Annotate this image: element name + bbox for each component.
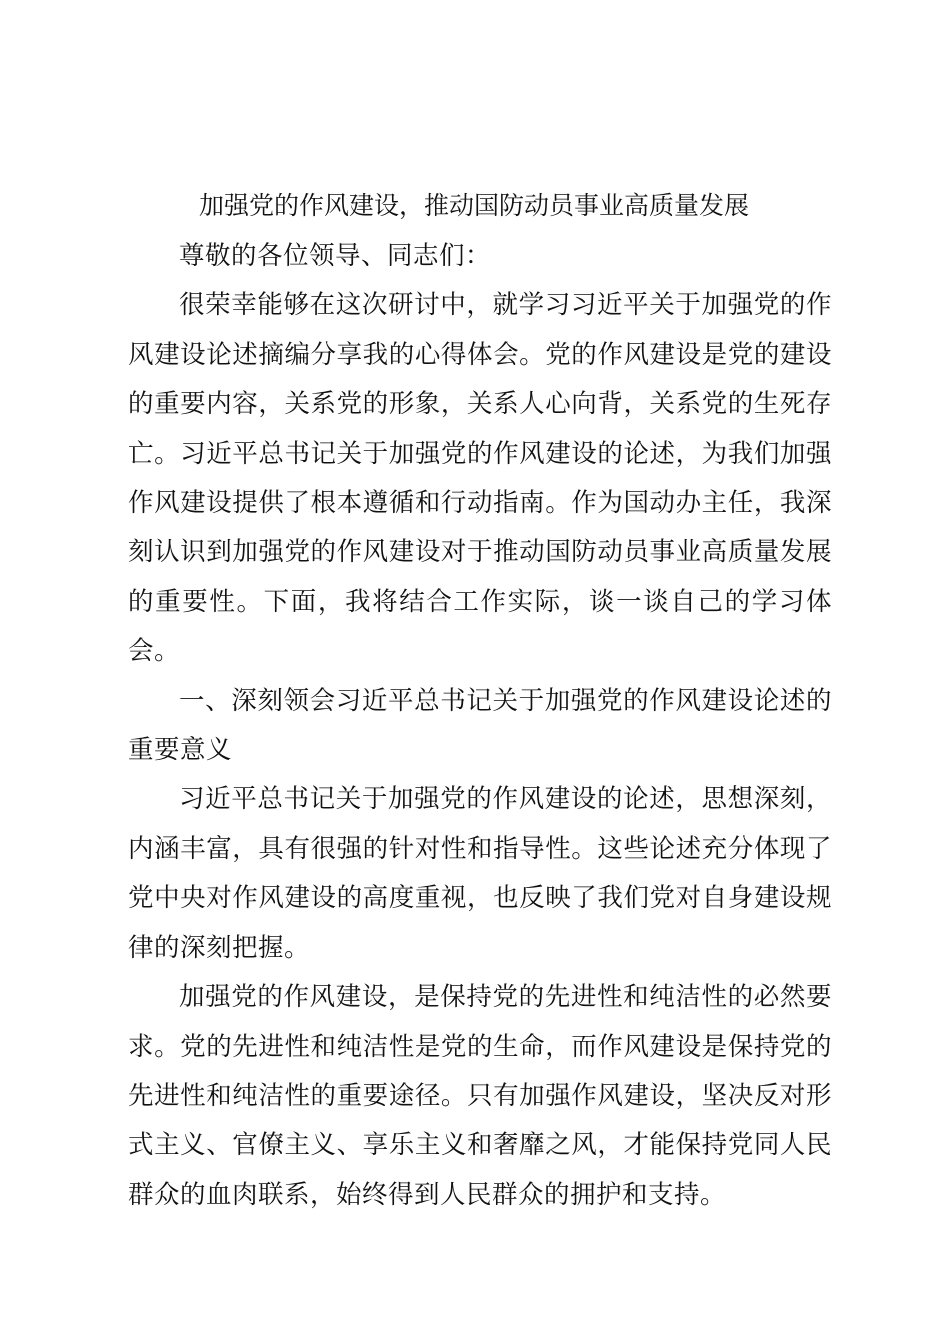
paragraph-purity: 加强党的作风建设，是保持党的先进性和纯洁性的必然要求。党的先进性和纯洁性是党的生命，而作风建设是保持党的先进性和纯洁性的重要途径。只有加强作风建设，坚决反对形式主义、官僚主义、享乐主义和奢靡之风，才能保持党同人民群众的血肉联系，始终得到人民群众的拥护和支持。 xyxy=(128,982,832,1210)
section-heading-1: 一、深刻领会习近平总书记关于加强党的作风建设论述的重要意义 xyxy=(128,685,832,766)
document-title: 加强党的作风建设，推动国防动员事业高质量发展 xyxy=(199,191,750,220)
paragraph-intro: 很荣幸能够在这次研讨中，就学习习近平关于加强党的作风建设论述摘编分享我的心得体会。党的作风建设是党的建设的重要内容，关系党的形象，关系人心向背，关系党的生死存亡。习近平总书记关于加强党的作风建设的论述，为我们加强作风建设提供了根本遵循和行动指南。作为国动办主任，我深刻认识到加强党的作风建设对于推动国防动员事业高质量发展的重要性。下面，我将结合工作实际，谈一谈自己的学习体会。 xyxy=(128,290,832,667)
paragraph-significance: 习近平总书记关于加强党的作风建设的论述，思想深刻，内涵丰富，具有很强的针对性和指导性。这些论述充分体现了党中央对作风建设的高度重视，也反映了我们党对自身建设规律的深刻把握。 xyxy=(128,784,832,963)
salutation: 尊敬的各位领导、同志们： xyxy=(179,241,492,271)
document-body xyxy=(128,232,832,1220)
